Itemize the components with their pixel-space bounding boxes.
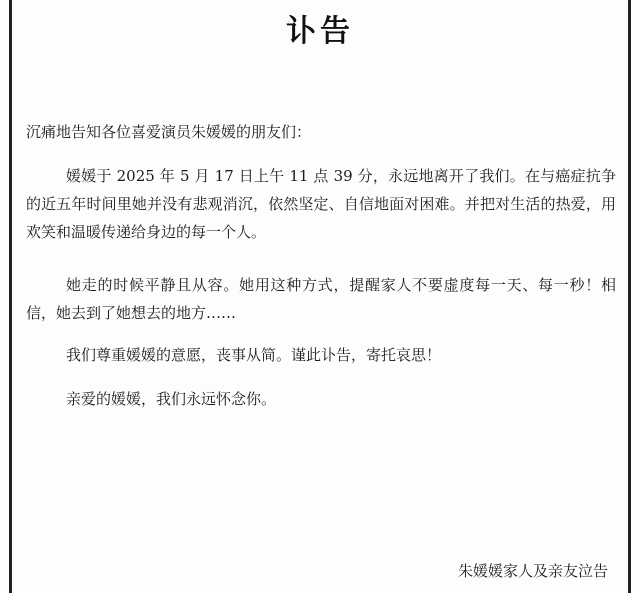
right-border-line [628, 0, 631, 593]
paragraph-funeral-arrangements: 我们尊重媛媛的意愿，丧事从简。谨此讣告，寄托哀思！ [66, 346, 442, 364]
salutation-text: 沉痛地告知各位喜爱演员朱媛媛的朋友们： [26, 123, 312, 141]
signature-line: 朱媛媛家人及亲友泣告 [457, 562, 608, 580]
page-title: 讣告 [286, 14, 354, 49]
paragraph-passing-announcement: 媛媛于 2025 年 5 月 17 日上午 11 点 39 分，永远地离开了我们。在与癌症抗争的近五年时间里她并没有悲观消沉，依然坚定、自信地面对困难。并把对生活的热爱，用欢笑和温暖传递给身边的每一个人。 [26, 167, 616, 241]
left-border-line [9, 0, 12, 593]
paragraph-remembrance: 亲爱的媛媛，我们永远怀念你。 [66, 390, 277, 408]
paragraph-peaceful-departure: 她走的时候平静且从容。她用这种方式，提醒家人不要虚度每一天、每一秒！相信，她去到了她想去的地方…… [26, 276, 616, 322]
